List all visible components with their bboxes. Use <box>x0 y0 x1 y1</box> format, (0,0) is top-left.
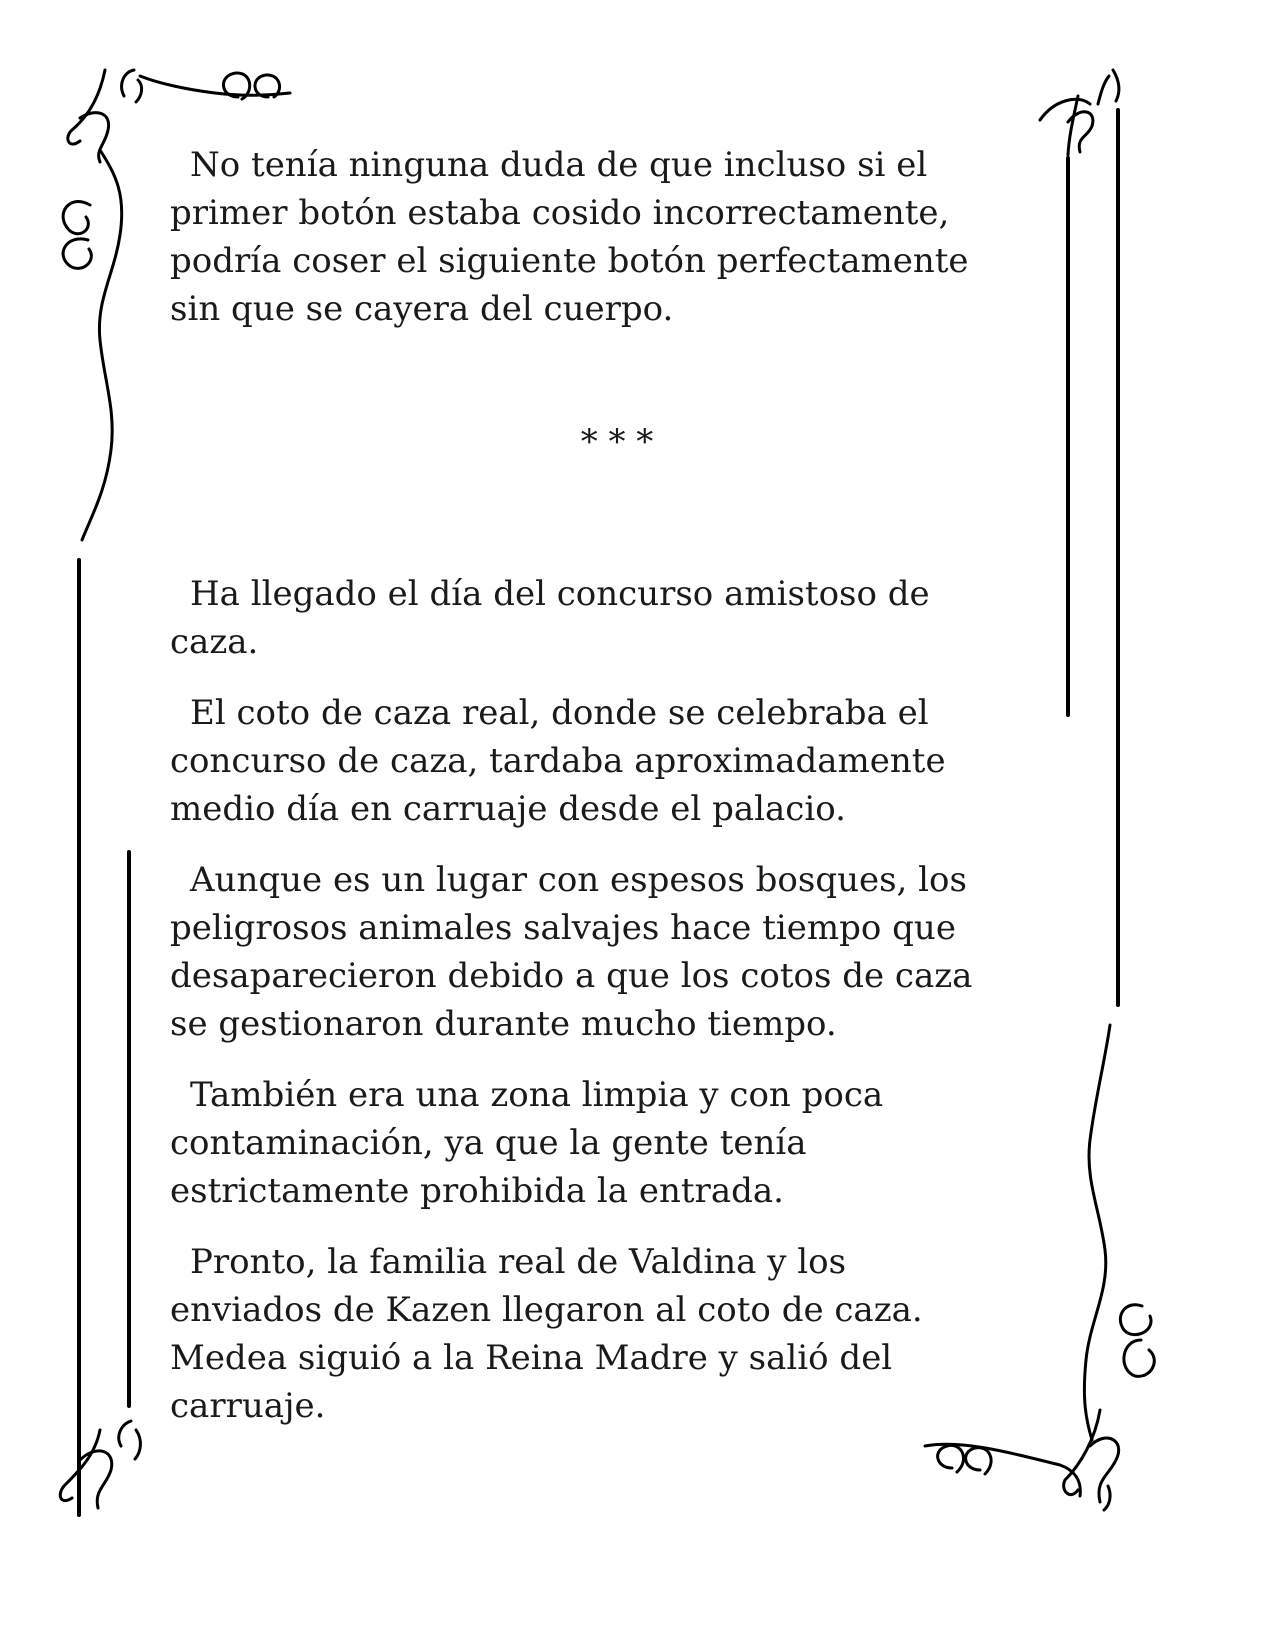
text-line: desaparecieron debido a que los cotos de caza <box>170 956 973 996</box>
text-line: Pronto, la familia real de Valdina y los <box>190 1242 847 1282</box>
text-line: También era una zona limpia y con poca <box>190 1075 884 1115</box>
paragraph <box>170 570 1100 666</box>
paragraph <box>170 1238 1100 1430</box>
text-line: Ha llegado el día del concurso amistoso de <box>190 574 930 614</box>
text-line: contaminación, ya que la gente tenía <box>170 1123 807 1163</box>
text-line: No tenía ninguna duda de que incluso si el <box>190 145 928 185</box>
text-line: medio día en carruaje desde el palacio. <box>170 789 846 829</box>
text-line: Medea siguió a la Reina Madre y salió del <box>170 1338 893 1378</box>
text-line: podría coser el siguiente botón perfectamente <box>170 241 969 281</box>
text-line: se gestionaron durante mucho tiempo. <box>170 1004 837 1044</box>
text-line: Aunque es un lugar con espesos bosques, los <box>190 860 967 900</box>
paragraph <box>170 689 1100 833</box>
left-border-lines <box>79 560 129 1515</box>
text-line: estrictamente prohibida la entrada. <box>170 1171 784 1211</box>
text-line: carruaje. <box>170 1386 326 1426</box>
bottom-left-flourish <box>60 1421 140 1508</box>
section-1-text <box>170 141 1100 356</box>
text-line: sin que se cayera del cuerpo. <box>170 289 674 329</box>
section-2-text <box>170 570 1100 1453</box>
paragraph <box>170 1071 1100 1215</box>
scene-separator: * * * <box>580 422 654 462</box>
text-line: primer botón estaba cosido incorrectamente, <box>170 193 950 233</box>
text-line: El coto de caza real, donde se celebraba el <box>190 693 929 733</box>
text-line: peligrosos animales salvajes hace tiempo que <box>170 908 956 948</box>
text-line: concurso de caza, tardaba aproximadamente <box>170 741 946 781</box>
paragraph <box>170 856 1100 1048</box>
text-line: enviados de Kazen llegaron al coto de caza. <box>170 1290 923 1330</box>
paragraph <box>170 141 1100 333</box>
text-line: caza. <box>170 622 259 662</box>
